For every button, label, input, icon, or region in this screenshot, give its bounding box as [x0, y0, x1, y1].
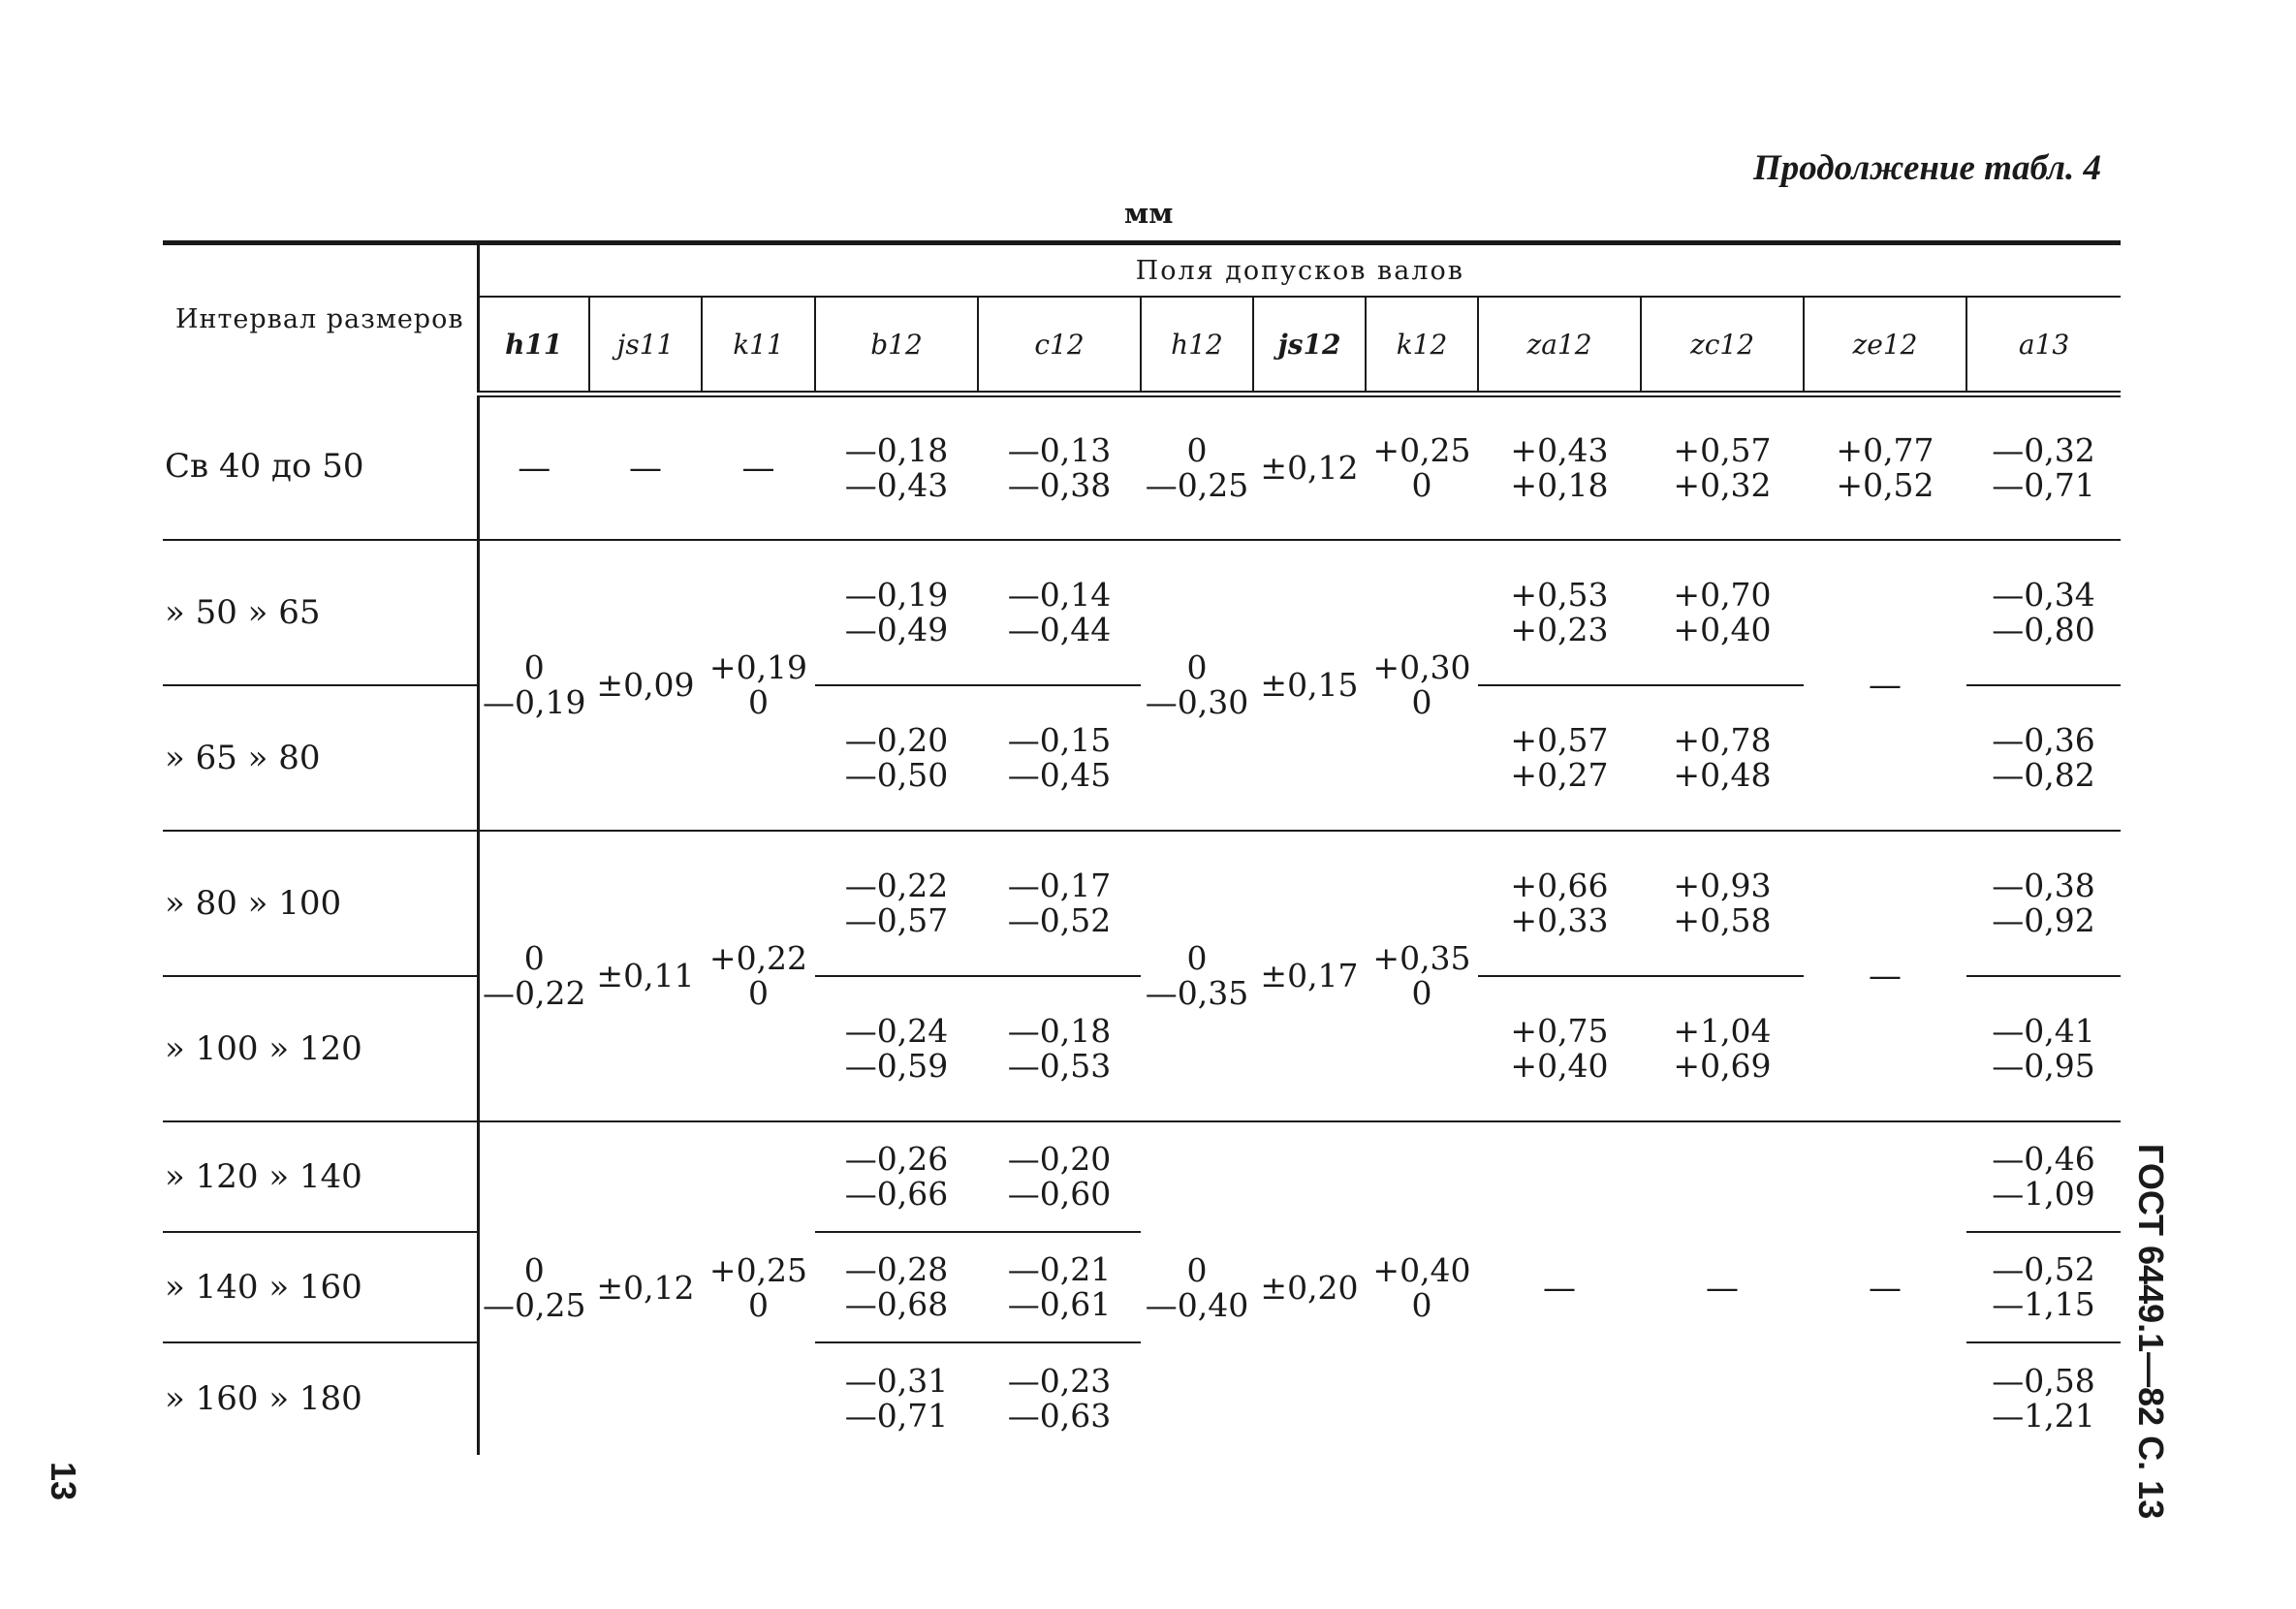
- table-row: [163, 1121, 2121, 1232]
- a13-cell: —0,34 —0,80: [1966, 540, 2121, 685]
- js11-cell: ±0,09: [589, 540, 702, 831]
- page-number: 13: [44, 1462, 83, 1501]
- k11-cell: +0,22 0: [702, 831, 815, 1121]
- document-side-title: ГОСТ 6449.1—82 С. 13: [2131, 1144, 2171, 1520]
- b12-cell: —0,18 —0,43: [815, 394, 978, 540]
- b12-cell: —0,24 —0,59: [815, 976, 978, 1121]
- table-row: [163, 394, 2121, 540]
- k12-cell: +0,35 0: [1366, 831, 1478, 1121]
- col-k12: k12: [1366, 297, 1478, 394]
- col-h12: h12: [1141, 297, 1253, 394]
- h12-cell: 0 —0,30: [1141, 540, 1253, 831]
- za12-cell: +0,53 +0,23: [1478, 540, 1641, 685]
- h12-cell: 0 —0,25: [1141, 394, 1253, 540]
- c12-cell: —0,15 —0,45: [978, 685, 1141, 831]
- za12-cell: +0,75 +0,40: [1478, 976, 1641, 1121]
- zc12-cell: +0,57 +0,32: [1641, 394, 1804, 540]
- zc12-cell: +0,78 +0,48: [1641, 685, 1804, 831]
- c12-cell: —0,23 —0,63: [1007, 1362, 1112, 1435]
- col-k11: k11: [702, 297, 815, 394]
- za12-cell: +0,43 +0,18: [1478, 394, 1641, 540]
- zc12-cell: +1,04 +0,69: [1641, 976, 1804, 1121]
- js12-cell: ±0,20: [1260, 1269, 1359, 1307]
- b12-cell: —0,22 —0,57: [815, 831, 978, 976]
- c12-cell: —0,21 —0,61: [978, 1232, 1141, 1342]
- table-row: [163, 831, 2121, 976]
- col-h11: h11: [478, 297, 589, 394]
- group-header: Поля допусков валов: [478, 243, 2121, 298]
- table-row: [163, 540, 2121, 685]
- ze12-cell: —: [1804, 540, 1966, 831]
- interval-cell: » 140 » 160: [163, 1232, 478, 1342]
- interval-cell: » 160 » 180: [163, 1342, 478, 1455]
- za12-cell: +0,66 +0,33: [1478, 831, 1641, 976]
- col-ze12: ze12: [1804, 297, 1966, 394]
- interval-cell: » 80 » 100: [163, 831, 478, 976]
- tolerance-table: [163, 240, 2121, 1455]
- interval-cell: » 50 » 65: [163, 540, 478, 685]
- js12-cell: ±0,17: [1253, 831, 1366, 1121]
- col-b12: b12: [815, 297, 978, 394]
- js11-cell: —: [589, 394, 702, 540]
- col-js12: js12: [1253, 297, 1366, 394]
- a13-cell: —0,58 —1,21: [1992, 1362, 2095, 1435]
- c12-cell: —0,13 —0,38: [978, 394, 1141, 540]
- a13-cell: —0,46 —1,09: [1966, 1121, 2121, 1232]
- h11-cell: —: [478, 394, 589, 540]
- interval-cell: » 65 » 80: [163, 685, 478, 831]
- k11-cell: —: [702, 394, 815, 540]
- b12-cell: —0,19 —0,49: [815, 540, 978, 685]
- ze12-cell: —: [1869, 1269, 1902, 1308]
- c12-cell: —0,17 —0,52: [978, 831, 1141, 976]
- h11-cell: 0 —0,22: [478, 831, 589, 1121]
- zc12-cell: +0,93 +0,58: [1641, 831, 1804, 976]
- ze12-cell: —: [1804, 831, 1966, 1121]
- c12-cell: —0,20 —0,60: [978, 1121, 1141, 1232]
- js12-cell: ±0,12: [1253, 394, 1366, 540]
- ze12-cell: +0,77 +0,52: [1804, 394, 1966, 540]
- a13-cell: —0,41 —0,95: [1966, 976, 2121, 1121]
- js11-cell: ±0,11: [589, 831, 702, 1121]
- b12-cell: —0,20 —0,50: [815, 685, 978, 831]
- h12-cell: 0 —0,40: [1145, 1251, 1249, 1324]
- b12-cell: —0,28 —0,68: [815, 1232, 978, 1342]
- b12-cell: —0,26 —0,66: [815, 1121, 978, 1232]
- interval-cell: Св 40 до 50: [163, 394, 478, 540]
- h12-cell: 0 —0,35: [1141, 831, 1253, 1121]
- b12-cell: —0,31 —0,71: [844, 1362, 949, 1435]
- c12-cell: —0,18 —0,53: [978, 976, 1141, 1121]
- zc12-cell: +0,70 +0,40: [1641, 540, 1804, 685]
- a13-cell: —0,32 —0,71: [1966, 394, 2121, 540]
- k11-cell: +0,19 0: [702, 540, 815, 831]
- a13-cell: —0,36 —0,82: [1966, 685, 2121, 831]
- col-za12: za12: [1478, 297, 1641, 394]
- za12-cell: +0,57 +0,27: [1478, 685, 1641, 831]
- h11-cell: 0 —0,19: [478, 540, 589, 831]
- zc12-cell: —: [1706, 1269, 1739, 1308]
- js11-cell: ±0,12: [596, 1269, 695, 1307]
- col-js11: js11: [589, 297, 702, 394]
- k11-cell: +0,25 0: [708, 1251, 808, 1324]
- js12-cell: ±0,15: [1253, 540, 1366, 831]
- za12-cell: —: [1543, 1269, 1576, 1308]
- a13-cell: —0,38 —0,92: [1966, 831, 2121, 976]
- interval-cell: » 100 » 120: [163, 976, 478, 1121]
- col-a13: a13: [1966, 297, 2121, 394]
- k12-cell: +0,25 0: [1366, 394, 1478, 540]
- interval-cell: » 120 » 140: [163, 1121, 478, 1232]
- k12-cell: +0,30 0: [1366, 540, 1478, 831]
- interval-header: Интервал размеров: [163, 243, 478, 394]
- col-c12: c12: [978, 297, 1141, 394]
- unit-label: мм: [1124, 197, 1174, 230]
- h11-cell: 0 —0,25: [483, 1251, 586, 1324]
- c12-cell: —0,14 —0,44: [978, 540, 1141, 685]
- col-zc12: zc12: [1641, 297, 1804, 394]
- table-continuation-caption: Продолжение табл. 4: [1753, 148, 2101, 188]
- k12-cell: +0,40 0: [1372, 1251, 1471, 1324]
- a13-cell: —0,52 —1,15: [1966, 1232, 2121, 1342]
